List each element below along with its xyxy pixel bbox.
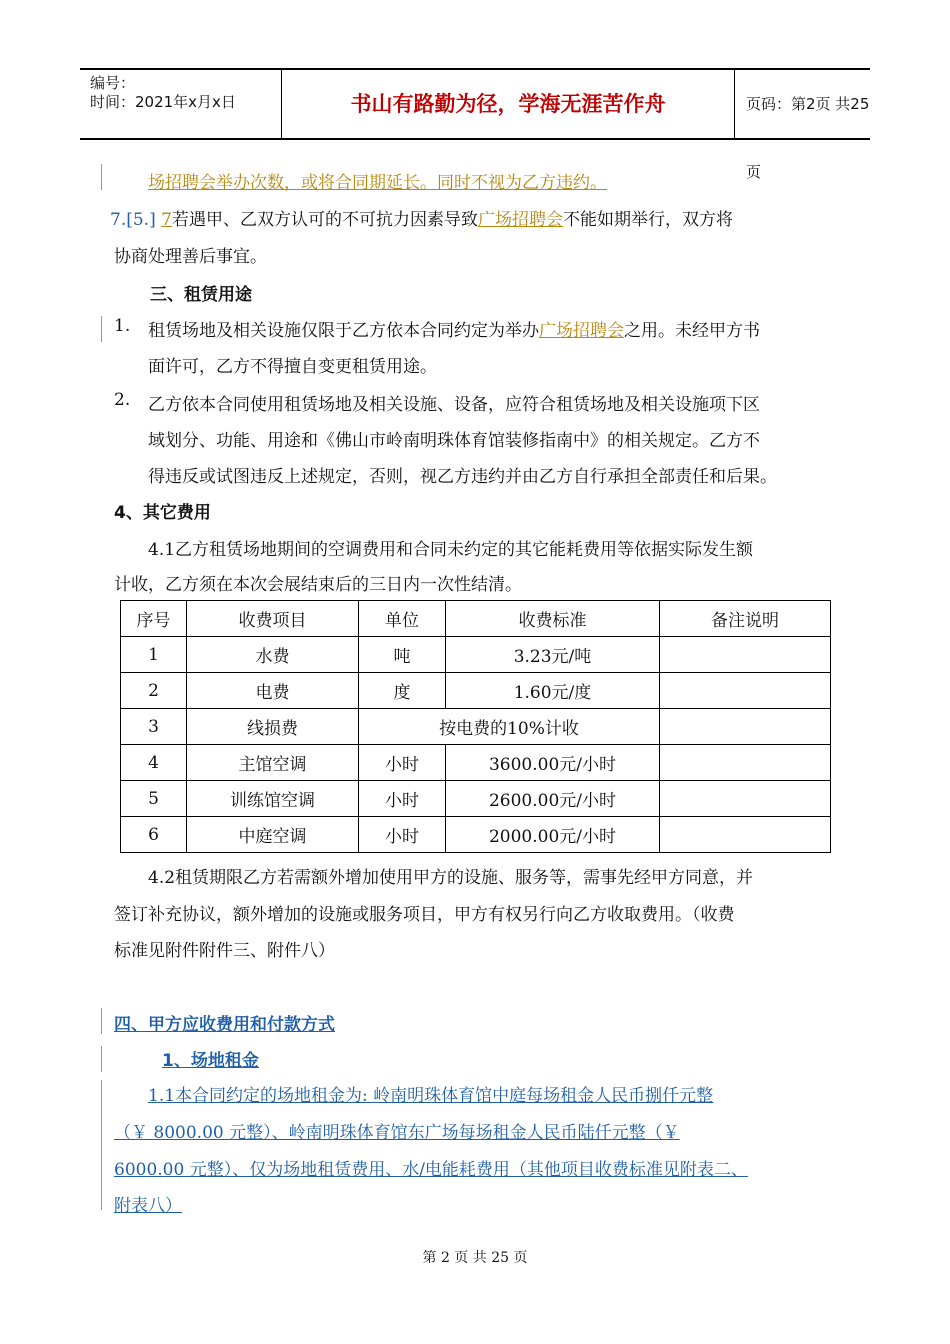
item-number: 7.[5.]	[110, 210, 156, 230]
paragraph-line: 4.1乙方租赁场地期间的空调费用和合同未约定的其它能耗费用等依据实际发生额	[148, 540, 754, 560]
table-cell: 1.60元/度	[446, 673, 660, 709]
table-cell: 2600.00元/小时	[446, 781, 660, 817]
table-cell	[660, 745, 831, 781]
column-header: 单位	[359, 601, 446, 637]
table-cell: 线损费	[187, 709, 359, 745]
paragraph-line: 得违反或试图违反上述规定，否则，视乙方违约并由乙方自行承担全部责任和后果。	[148, 467, 777, 487]
table-cell: 按电费的10%计收	[359, 709, 660, 745]
table-cell	[660, 781, 831, 817]
table-cell: 度	[359, 673, 446, 709]
header-page-info: 页码：第2页 共25页	[746, 95, 870, 181]
paragraph-line: 协商处理善后事宜。	[114, 247, 267, 267]
table-cell: 电费	[187, 673, 359, 709]
section-title: 三、租赁用途	[150, 285, 252, 305]
guangchang-zhaopinhui-link[interactable]: 广场招聘会	[539, 321, 624, 341]
table-cell: 4	[121, 745, 187, 781]
list-item-number: 1.	[114, 316, 131, 336]
table-cell: 6	[121, 817, 187, 853]
table-header-row	[121, 601, 831, 637]
table-cell: 吨	[359, 637, 446, 673]
table-row	[121, 637, 831, 673]
paragraph-line: 1.1本合同约定的场地租金为: 岭南明珠体育馆中庭每场租金人民币捌仟元整	[148, 1086, 714, 1106]
guangchang-zhaopinhui-link[interactable]: 广场招聘会	[477, 210, 563, 230]
table-cell: 5	[121, 781, 187, 817]
section-title: 四、甲方应收费用和付款方式	[114, 1015, 335, 1035]
item-text: 租赁场地及相关设施仅限于乙方依本合同约定为举办	[148, 321, 539, 341]
table-cell: 训练馆空调	[187, 781, 359, 817]
table-cell	[660, 637, 831, 673]
item-text: 之用。未经甲方书	[624, 321, 760, 341]
table-cell: 中庭空调	[187, 817, 359, 853]
table-cell: 3.23元/吨	[446, 637, 660, 673]
item-7-line1	[110, 205, 733, 230]
item-text: 不能如期举行，双方将	[562, 210, 733, 230]
item-link[interactable]: 7	[161, 210, 172, 230]
revision-bar	[101, 164, 102, 190]
table-row	[121, 745, 831, 781]
column-header: 备注说明	[660, 601, 831, 637]
table-cell	[660, 817, 831, 853]
revision-bar	[101, 1080, 102, 1210]
column-header: 收费项目	[187, 601, 359, 637]
paragraph-line: 计收，乙方须在本次会展结束后的三日内一次性结清。	[114, 575, 522, 595]
table-cell	[660, 709, 831, 745]
table-cell: 3	[121, 709, 187, 745]
table-cell	[660, 673, 831, 709]
revision-bar	[101, 316, 102, 342]
table-cell: 主馆空调	[187, 745, 359, 781]
table-row	[121, 709, 831, 745]
header-meta	[80, 70, 282, 138]
paragraph-line: 面许可，乙方不得擅自变更租赁用途。	[148, 357, 437, 377]
fee-table	[120, 600, 831, 853]
paragraph-line: （￥ 8000.00 元整）、岭南明珠体育馆东广场每场租金人民币陆仟元整（￥	[114, 1123, 680, 1143]
paragraph-line: 附表八）	[114, 1196, 182, 1216]
list-item-number: 2.	[114, 390, 131, 410]
paragraph-line: 乙方依本合同使用租赁场地及相关设施、设备，应符合租赁场地及相关设施项下区	[148, 395, 760, 415]
revision-bar	[101, 1046, 102, 1072]
table-cell: 1	[121, 637, 187, 673]
document-time: 时间：2021年x月x日	[90, 93, 236, 111]
table-row	[121, 673, 831, 709]
section-title: 4、其它费用	[114, 503, 211, 523]
paragraph-line: 标准见附件附件三、附件八）	[114, 941, 335, 961]
column-header: 序号	[121, 601, 187, 637]
revision-bar	[101, 1008, 102, 1034]
table-row	[121, 817, 831, 853]
item-text: 若遇甲、乙双方认可的不可抗力因素导致	[171, 210, 478, 230]
paragraph-line: 4.2租赁期限乙方若需额外增加使用甲方的设施、服务等，需事先经甲方同意，并	[148, 868, 754, 888]
table-cell: 2000.00元/小时	[446, 817, 660, 853]
subsection-title: 1、场地租金	[162, 1051, 259, 1071]
table-cell: 2	[121, 673, 187, 709]
paragraph-line: 场招聘会举办次数，或将合同期延长。同时不视为乙方违约。	[148, 173, 607, 193]
header-motto: 书山有路勤为径，学海无涯苦作舟	[282, 70, 735, 138]
paragraph-line: 6000.00 元整）、仅为场地租赁费用、水/电能耗费用（其他项目收费标准见附表二、	[114, 1160, 748, 1180]
paragraph-line: 签订补充协议，额外增加的设施或服务项目，甲方有权另行向乙方收取费用。（收费	[114, 905, 735, 925]
table-cell: 3600.00元/小时	[446, 745, 660, 781]
table-cell: 小时	[359, 817, 446, 853]
paragraph-line: 域划分、功能、用途和《佛山市岭南明珠体育馆装修指南中》的相关规定。乙方不	[148, 431, 760, 451]
page-header	[80, 68, 870, 181]
list-item-1-line1	[148, 316, 760, 341]
table-cell: 水费	[187, 637, 359, 673]
page-footer: 第 2 页 共 25 页	[422, 1250, 528, 1266]
table-row	[121, 781, 831, 817]
table-cell: 小时	[359, 781, 446, 817]
document-number-label: 编号：	[90, 74, 136, 92]
table-cell: 小时	[359, 745, 446, 781]
column-header: 收费标准	[446, 601, 660, 637]
